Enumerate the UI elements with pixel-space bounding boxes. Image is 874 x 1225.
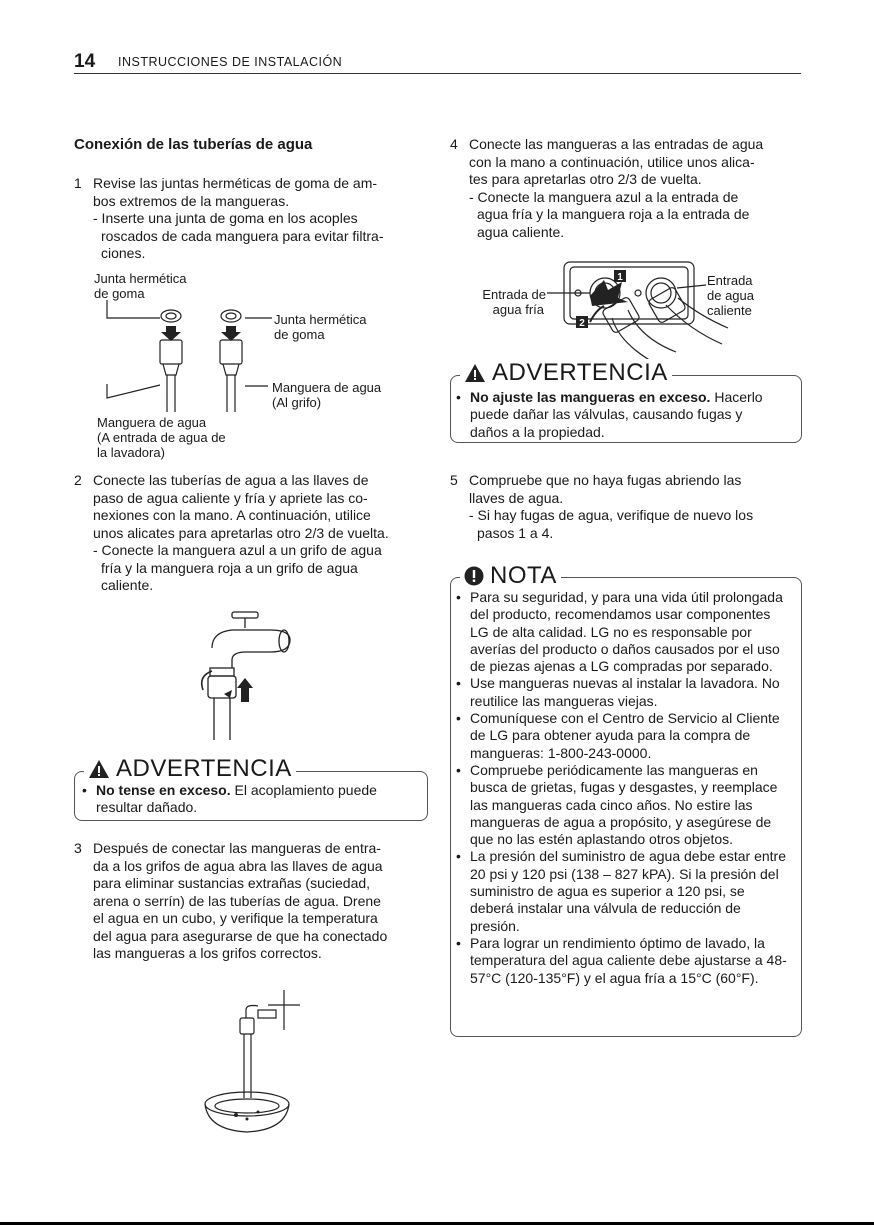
step-text: para eliminar sustancias extrañas (suciedad,: [93, 875, 371, 891]
note-list: [456, 589, 790, 987]
step-text: Revise las juntas herméticas de goma de am-: [93, 175, 378, 191]
step-subtext: - Conecte la manguera azul a un grifo de agua: [93, 542, 382, 558]
warning-list: [456, 389, 794, 441]
step-text: paso de agua caliente y fría y apriete las co-: [93, 489, 368, 506]
note-item: • Para lograr un rendimiento óptimo de lavado, la temperatura del agua caliente debe ajustarse a 48-57°C (120-135°F) y el agua fría a 15°C (60°F).: [456, 935, 790, 987]
figure-label: Entrada de agua fría: [482, 287, 546, 317]
note-item: • Para su seguridad, y para una vida útil prolongada del producto, recomendamos usar componentes LG de alta calidad. LG no es responsable por averías del producto o daños causados por el uso de piezas ajenas a LG compradas por separado.: [456, 589, 790, 675]
step-subtext: - Inserte una junta de goma en los acoples: [93, 210, 358, 226]
step-subtext: ciones.: [101, 245, 146, 261]
page-number: 14: [74, 51, 96, 72]
step-badge-2: 2: [579, 318, 585, 329]
figure-label: Junta hermética de goma: [94, 271, 187, 301]
step-text: llaves de agua.: [469, 489, 564, 506]
step-text: del agua para asegurarse de que ha conectado: [93, 927, 388, 944]
step-badge-1: 1: [617, 272, 623, 283]
step-text: las mangueras a los grifos correctos.: [93, 945, 322, 961]
step-subtext: - Conecte la manguera azul a la entrada de: [469, 188, 739, 205]
figure-label: Entrada de agua caliente: [707, 273, 754, 318]
step-number: 4: [450, 136, 458, 152]
step-text: Compruebe que no haya fugas abriendo las: [469, 472, 742, 488]
step-subtext: agua caliente.: [477, 223, 565, 240]
step-text: con la mano a continuación, utilice unos alica-: [469, 153, 755, 170]
step-number: 2: [74, 472, 82, 488]
step-subtext: roscados de cada manguera para evitar filtra-: [101, 227, 384, 244]
step-number: 5: [450, 472, 458, 488]
step-text: bos extremos de la mangueras.: [93, 192, 290, 209]
step-text: el agua en un cubo, y verifique la temperatura: [93, 910, 378, 926]
figure-label: Manguera de agua (A entrada de agua de la lavadora): [97, 415, 226, 460]
warning-item: • No tense en exceso. El acoplamiento puede resultar dañado.: [82, 782, 422, 817]
step-subtext: pasos 1 a 4.: [477, 524, 554, 541]
warning-title: ADVERTENCIA: [84, 755, 296, 783]
note-item: • La presión del suministro de agua debe estar entre 20 psi y 120 psi (138 – 827 kPA). Si la presión del suministro de agua es superior a 120 psi, se deberá instalar una válvula de reducción de presión.: [456, 848, 790, 934]
step-subtext: agua fría y la manguera roja a la entrada de: [477, 206, 750, 222]
step-subtext: fría y la manguera roja a un grifo de agua: [101, 559, 358, 576]
info-icon: [464, 566, 484, 586]
step-text: Después de conectar las mangueras de entra-: [93, 840, 381, 856]
note-item: • Comuníquese con el Centro de Servicio al Cliente de LG para obtener ayuda para la compra de mangueras: 1-800-243-0000.: [456, 710, 790, 762]
figure-label: Manguera de agua (Al grifo): [272, 380, 382, 410]
step-text: tes para apretarlas otro 2/3 de vuelta.: [469, 171, 702, 187]
step-text: da a los grifos de agua abra las llaves de agua: [93, 857, 383, 874]
step-text: arena o serrín) de las tuberías de agua. Drene: [93, 892, 381, 909]
warning-item: • No ajuste las mangueras en exceso. Hacerlo puede dañar las válvulas, causando fugas y daños a la propiedad.: [456, 389, 794, 441]
note-item: • Compruebe periódicamente las mangueras en busca de grietas, fugas y desgastes, y reemplace las mangueras cada cinco años. No estire las mangueras de agua a propósito, y asegúrese de que no las estén aplastando otros objetos.: [456, 762, 790, 848]
page-header-title: INSTRUCCIONES DE INSTALACIÓN: [118, 55, 343, 69]
step-text: Conecte las tuberías de agua a las llaves de: [93, 472, 369, 488]
note-title: NOTA: [460, 562, 561, 590]
step-subtext: - Si hay fugas de agua, verifique de nuevo los: [469, 507, 754, 523]
figure-label: Junta hermética de goma: [274, 312, 367, 342]
section-title: Conexión de las tuberías de agua: [74, 136, 313, 153]
warning-icon: [464, 363, 486, 383]
step-text: Conecte las mangueras a las entradas de agua: [469, 136, 764, 152]
warning-title: ADVERTENCIA: [460, 359, 672, 387]
step-subtext: caliente.: [101, 577, 154, 593]
step-number: 1: [74, 175, 82, 191]
note-item: • Use mangueras nuevas al instalar la lavadora. No reutilice las mangueras viejas.: [456, 675, 790, 710]
step-text: nexiones con la mano. A continuación, utilice: [93, 507, 371, 523]
step-text: unos alicates para apretarlas otro 2/3 de vuelta.: [93, 524, 389, 541]
step-number: 3: [74, 840, 82, 856]
